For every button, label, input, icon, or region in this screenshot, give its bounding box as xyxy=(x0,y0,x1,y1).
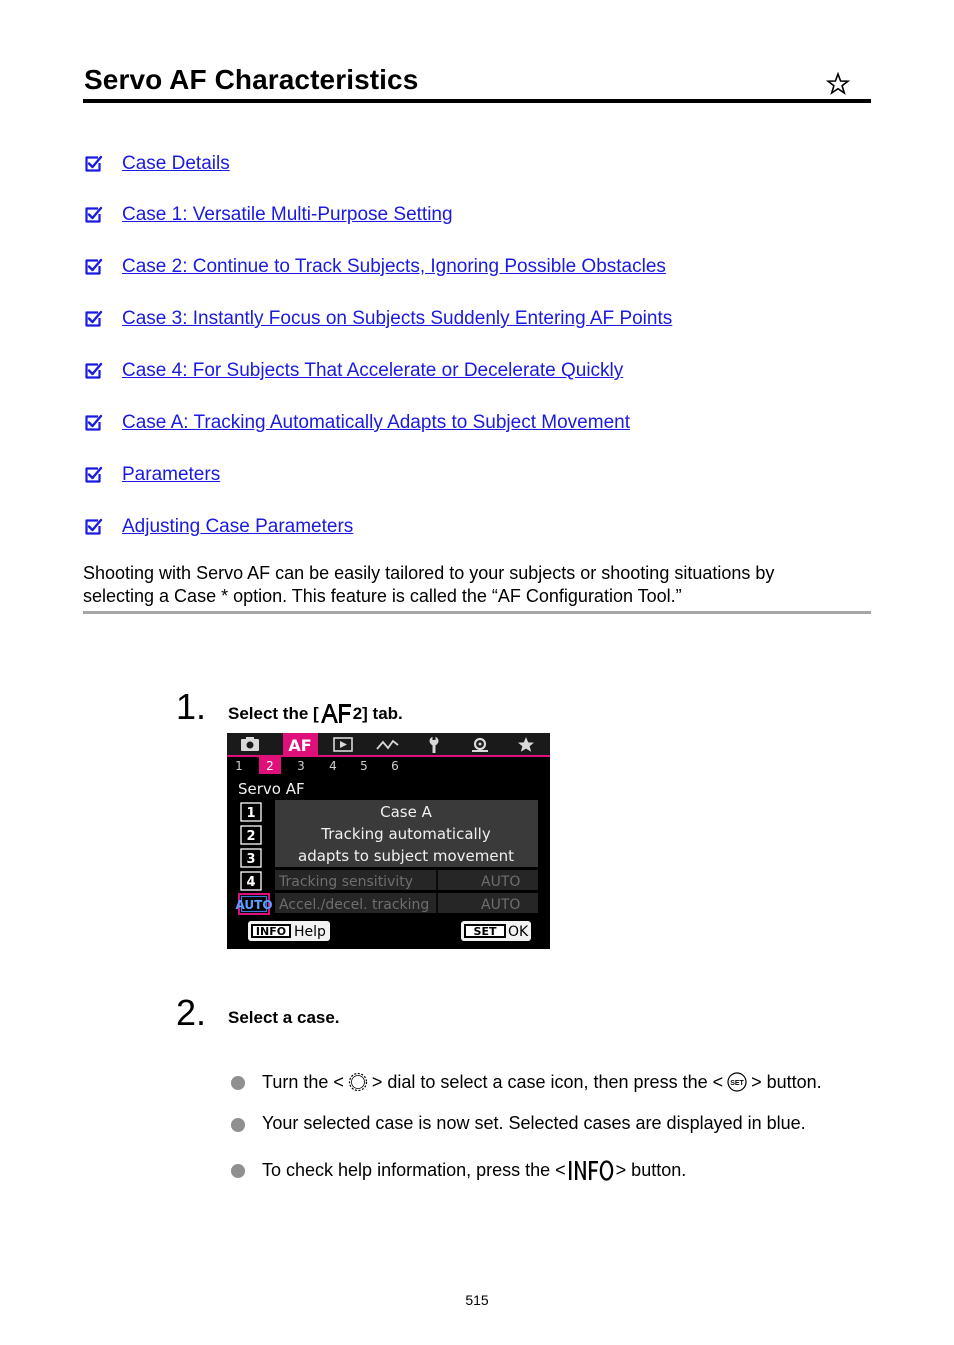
subtab-2[interactable]: 2 xyxy=(266,759,274,773)
subtab-3[interactable]: 3 xyxy=(297,759,305,773)
case-4-label: 4 xyxy=(246,875,256,890)
star-outline-icon xyxy=(826,72,850,96)
help-label: Help xyxy=(294,924,326,940)
af-tab-icon xyxy=(320,702,352,724)
intro-paragraph: Shooting with Servo AF can be easily tailored to your subjects or shooting situations by selecting a Case * option. This feature is called the “AF Configuration Tool.” xyxy=(83,563,775,606)
checkbox-checked-icon xyxy=(83,154,103,174)
toc-item[interactable] xyxy=(83,359,623,383)
step-title: Select the [ 2] tab. xyxy=(228,704,403,723)
toc-item[interactable] xyxy=(83,203,453,227)
case-desc-line2: adapts to subject movement xyxy=(298,847,514,865)
toc-item[interactable] xyxy=(83,463,220,487)
set-button-icon xyxy=(726,1071,748,1093)
param-value-accel: AUTO xyxy=(481,897,521,913)
page-number: 515 xyxy=(465,1292,489,1308)
main-dial-icon xyxy=(347,1071,369,1093)
intro-divider xyxy=(83,611,871,614)
bullet-item: To check help information, press the < > button. xyxy=(262,1158,686,1182)
toc-item[interactable] xyxy=(83,411,630,435)
subtab-6[interactable]: 6 xyxy=(391,759,399,773)
info-button-icon xyxy=(568,1158,614,1182)
bullet-item: Your selected case is now set. Selected cases are displayed in blue. xyxy=(262,1113,806,1133)
checkbox-checked-icon xyxy=(83,361,103,381)
case-2-label: 2 xyxy=(246,829,256,844)
toc-link[interactable]: Case 4: For Subjects That Accelerate or Decelerate Quickly xyxy=(122,360,624,381)
toc-link[interactable]: Case 2: Continue to Track Subjects, Ignoring Possible Obstacles xyxy=(122,256,666,277)
menu-title: Servo AF xyxy=(238,780,305,798)
checkbox-checked-icon xyxy=(83,517,103,537)
step-title: Select a case. xyxy=(228,1008,340,1027)
param-label-tracking: Tracking sensitivity xyxy=(279,874,414,890)
bullet-dot xyxy=(231,1164,245,1178)
toc-link[interactable]: Adjusting Case Parameters xyxy=(122,516,354,537)
step-number: 1. xyxy=(176,686,207,727)
checkbox-checked-icon xyxy=(83,205,103,225)
case-1-label: 1 xyxy=(246,806,256,821)
bullet-dot xyxy=(231,1118,245,1132)
toc-item[interactable] xyxy=(83,307,672,331)
toc-link[interactable]: Case A: Tracking Automatically Adapts to Subject Movement xyxy=(122,412,630,433)
tab-af[interactable]: AF xyxy=(288,736,312,755)
toc-item[interactable] xyxy=(83,152,230,176)
bullet-dot xyxy=(231,1076,245,1090)
checkbox-checked-icon xyxy=(83,309,103,329)
toc-link[interactable]: Case 1: Versatile Multi-Purpose Setting xyxy=(122,204,453,225)
toc-item[interactable] xyxy=(83,515,353,539)
info-button-label: INFO xyxy=(255,925,287,938)
ok-label: OK xyxy=(508,924,529,940)
subtab-1[interactable]: 1 xyxy=(235,759,243,773)
set-button-label: SET xyxy=(473,925,497,938)
toc-link[interactable]: Case Details xyxy=(122,153,230,174)
subtab-5[interactable]: 5 xyxy=(360,759,368,773)
subtab-4[interactable]: 4 xyxy=(329,759,337,773)
checkbox-checked-icon xyxy=(83,257,103,277)
case-desc-line1: Tracking automatically xyxy=(321,825,491,843)
bullet-item: Turn the < > dial to select a case icon, then press the < SET > button. xyxy=(262,1071,822,1092)
case-name: Case A xyxy=(380,803,432,821)
checkbox-checked-icon xyxy=(83,465,103,485)
page-title: Servo AF Characteristics xyxy=(84,64,419,95)
toc-link[interactable]: Parameters xyxy=(122,464,221,485)
case-3-label: 3 xyxy=(246,852,256,867)
case-auto-label: AUTO xyxy=(235,898,273,912)
param-value-tracking: AUTO xyxy=(481,874,521,890)
toc-item[interactable] xyxy=(83,255,666,279)
camera-menu-screen xyxy=(227,733,550,949)
step-number: 2. xyxy=(176,992,207,1033)
camera-icon[interactable] xyxy=(241,737,259,751)
svg-text:SET: SET xyxy=(730,1080,744,1087)
param-label-accel: Accel./decel. tracking xyxy=(279,897,430,913)
toc-link[interactable]: Case 3: Instantly Focus on Subjects Suddenly Entering AF Points xyxy=(122,308,673,329)
checkbox-checked-icon xyxy=(83,413,103,433)
title-divider xyxy=(83,99,871,103)
